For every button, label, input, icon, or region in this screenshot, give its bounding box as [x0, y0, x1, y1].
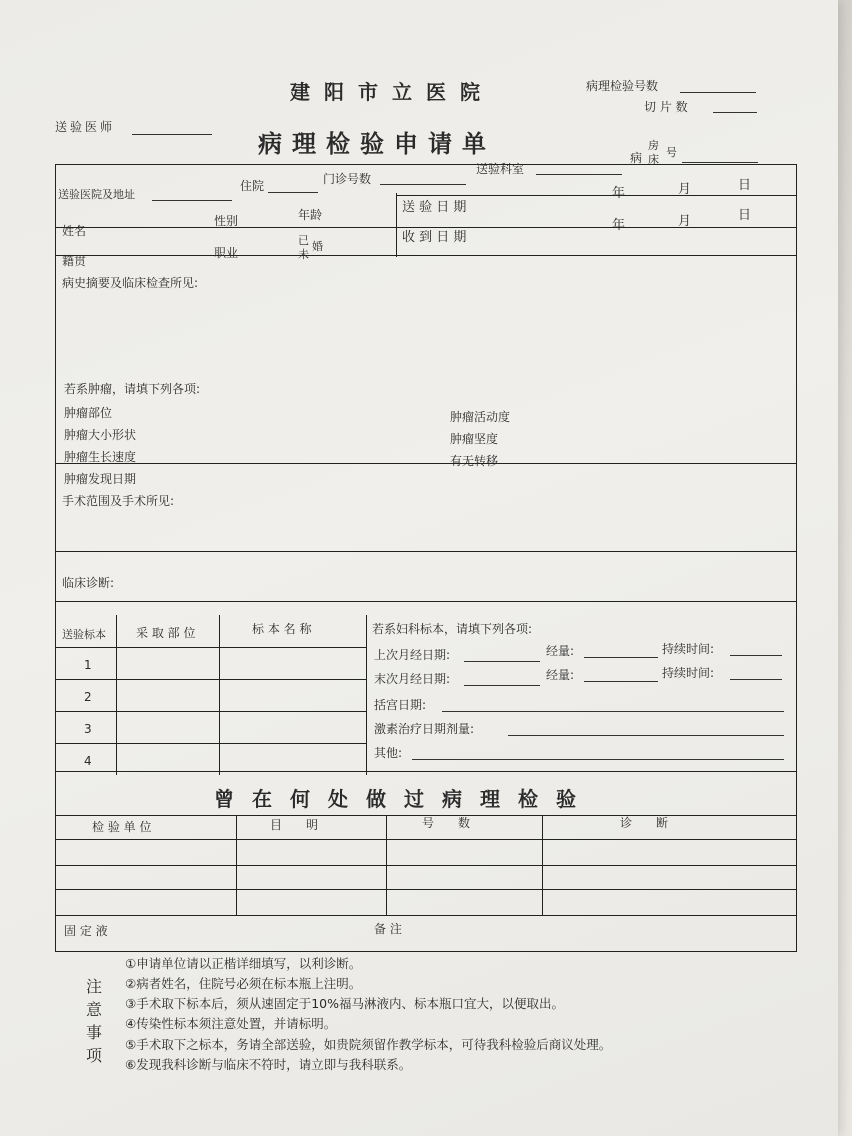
- last-amount-label: 经量:: [546, 644, 575, 658]
- clinical-diagnosis-label: 临床诊断:: [62, 576, 115, 590]
- metastasis-label: 有无转移: [450, 454, 499, 468]
- ward-suffix: 号: [666, 146, 677, 159]
- hormone-field[interactable]: [508, 735, 784, 736]
- married-mid: 婚: [312, 240, 323, 253]
- sex-label: 性别: [214, 214, 239, 228]
- native-place-label: 籍贯: [62, 254, 87, 268]
- exam-no-field[interactable]: [680, 92, 756, 93]
- tumor-intro: 若系肿瘤，请填下列各项:: [64, 382, 201, 396]
- other-field[interactable]: [412, 759, 784, 760]
- tumor-growth-label: 肿瘤生长速度: [64, 450, 137, 464]
- married-bottom: 未: [298, 248, 309, 261]
- form-title: 病理检验申请单: [258, 129, 496, 158]
- specimen-row-3: 3: [84, 722, 92, 736]
- specimen-row-2: 2: [84, 690, 92, 704]
- hospital-name: 建阳市立医院: [290, 80, 494, 104]
- tumor-found-label: 肿瘤发现日期: [64, 472, 137, 486]
- note-item-2: ②病者姓名，住院号必须在标本瓶上注明。: [125, 976, 362, 991]
- last-duration-field[interactable]: [730, 655, 782, 656]
- ward-prefix: 病: [630, 151, 643, 165]
- hormone-label: 激素治疗日期剂量:: [374, 722, 475, 736]
- remark-label: 备 注: [374, 922, 402, 936]
- prior-col-no: 号 数: [422, 816, 471, 830]
- other-label: 其他:: [374, 746, 403, 760]
- gyn-intro: 若系妇科标本，请填下列各项:: [372, 622, 533, 636]
- specimen-col-site: 采 取 部 位: [136, 626, 196, 640]
- tumor-activity-label: 肿瘤活动度: [450, 410, 511, 424]
- ward-field[interactable]: [682, 162, 758, 163]
- married-top: 已: [298, 234, 309, 247]
- tumor-hardness-label: 肿瘤坚度: [450, 432, 499, 446]
- note-item-4: ④传染性标本须注意处置，并请标明。: [125, 1016, 337, 1031]
- send-month: 月: [678, 182, 692, 197]
- doctor-field[interactable]: [132, 134, 212, 135]
- end-amount-field[interactable]: [584, 681, 658, 682]
- last-amount-field[interactable]: [584, 657, 658, 658]
- last-duration-label: 持续时间:: [662, 642, 715, 656]
- tumor-site-label: 肿瘤部位: [64, 406, 113, 420]
- specimen-row-4: 4: [84, 754, 92, 768]
- name-label: 姓名: [62, 224, 87, 238]
- prior-exam-title: 曾在何处做过病理检验: [214, 787, 594, 811]
- end-duration-label: 持续时间:: [662, 666, 715, 680]
- hospital-address-label: 送验医院及地址: [58, 188, 135, 201]
- occupation-label: 职业: [214, 246, 239, 260]
- curettage-field[interactable]: [442, 711, 784, 712]
- end-period-label: 末次月经日期:: [374, 672, 451, 686]
- note-item-3: ③手术取下标本后，须从速固定于10%福马淋液内、标本瓶口宜大，以便取出。: [125, 996, 564, 1011]
- send-date-label: 送 验 日 期: [402, 200, 467, 215]
- last-period-label: 上次月经日期:: [374, 648, 451, 662]
- send-day: 日: [738, 178, 752, 193]
- note-item-5: ⑤手术取下之标本，务请全部送验，如贵院须留作教学标本，可待我科检验后商议处理。: [125, 1037, 612, 1052]
- last-period-field[interactable]: [464, 661, 540, 662]
- history-label: 病史摘要及临床检查所见:: [62, 276, 199, 290]
- note-item-1: ①申请单位请以正楷详细填写，以利诊断。: [125, 956, 362, 971]
- surgery-label: 手术范围及手术所见:: [62, 494, 175, 508]
- receive-date-label: 收 到 日 期: [402, 230, 467, 245]
- department-label: 送验科室: [476, 162, 525, 176]
- fixative-label: 固 定 液: [64, 924, 108, 938]
- specimen-row-1: 1: [84, 658, 92, 672]
- notes-title: 注 意 事 项: [85, 977, 102, 1065]
- receive-year: 年: [612, 218, 626, 233]
- prior-col-item: 目 明: [270, 818, 319, 832]
- receive-day: 日: [738, 208, 752, 223]
- form-main-box: [55, 164, 797, 952]
- end-period-field[interactable]: [464, 685, 540, 686]
- send-year: 年: [612, 186, 626, 201]
- tumor-size-label: 肿瘤大小形状: [64, 428, 137, 442]
- end-duration-field[interactable]: [730, 679, 782, 680]
- slices-label: 切 片 数: [644, 100, 688, 114]
- receive-month: 月: [678, 214, 692, 229]
- prior-col-unit: 检 验 单 位: [92, 820, 152, 834]
- ward-bottom: 床: [648, 153, 659, 166]
- prior-col-diag: 诊 断: [620, 816, 669, 830]
- note-item-6: ⑥发现我科诊断与临床不符时，请立即与我科联系。: [125, 1057, 412, 1072]
- specimen-col-no: 送验标本: [62, 628, 106, 641]
- age-label: 年龄: [298, 208, 323, 222]
- curettage-label: 括宫日期:: [374, 698, 427, 712]
- specimen-col-name: 标 本 名 称: [252, 622, 312, 636]
- slices-field[interactable]: [713, 112, 757, 113]
- doctor-label: 送验医师: [55, 120, 116, 134]
- inpatient-label: 住院: [240, 179, 265, 193]
- exam-no-label: 病理检验号数: [586, 79, 659, 93]
- ward-top: 房: [648, 139, 659, 152]
- outpatient-label: 门诊号数: [323, 172, 372, 186]
- end-amount-label: 经量:: [546, 668, 575, 682]
